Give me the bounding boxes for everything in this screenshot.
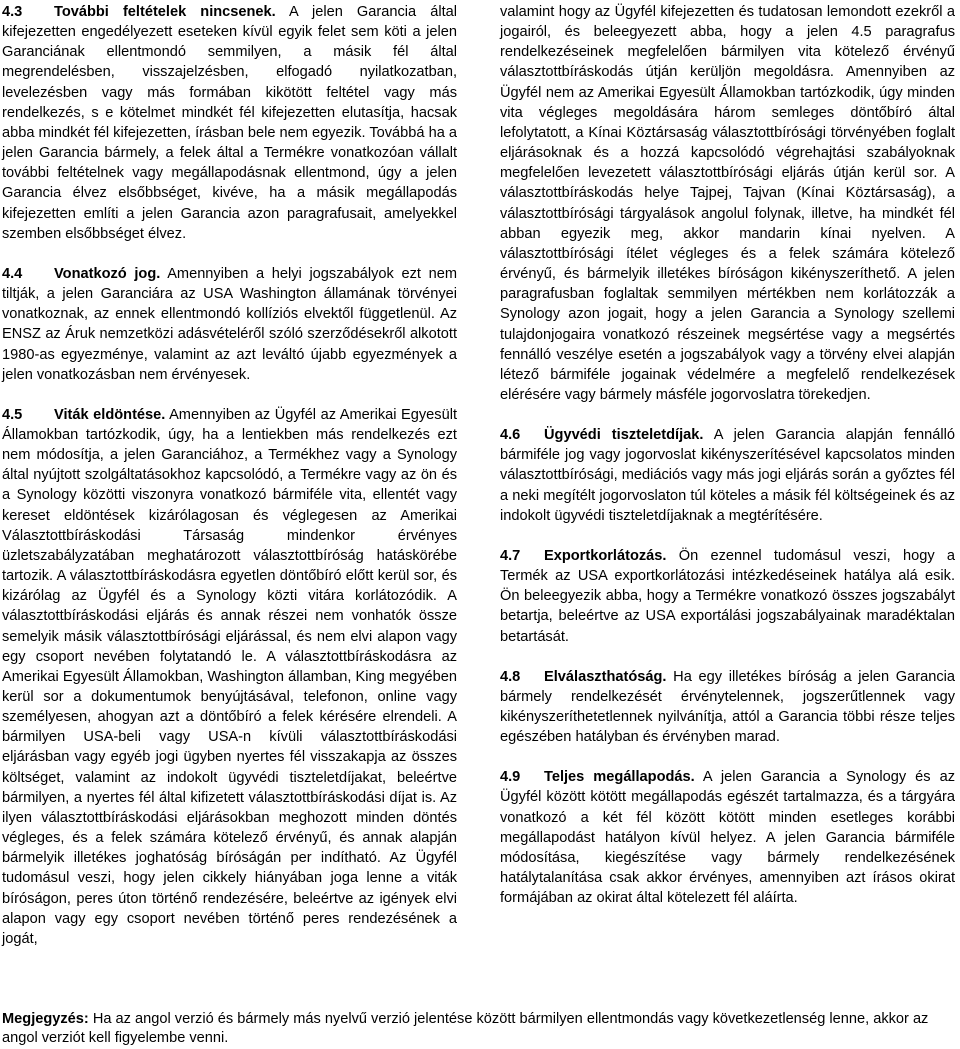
section-4-8 [500, 667, 955, 748]
section-title: Teljes megállapodás. [544, 769, 695, 786]
section-4-7 [500, 546, 955, 647]
section-4-3 [2, 2, 457, 244]
section-number: 4.8 [500, 668, 521, 685]
section-number: 4.7 [500, 547, 521, 564]
section-4-5-continuation [500, 2, 955, 405]
section-number: 4.9 [500, 769, 521, 786]
section-title: Viták eldöntése. [54, 406, 166, 423]
right-column [500, 2, 955, 908]
section-title: Exportkorlátozás. [544, 547, 667, 564]
footnote [2, 1010, 957, 1048]
section-4-5 [2, 405, 457, 949]
footnote-text: Ha az angol verzió és bármely más nyelvű verzió jelentése között bármilyen ellentmondás vagy következetlenség lenne, akkor az angol verziót kell figyelembe venni. [2, 1011, 929, 1046]
section-body: Ha egy illetékes bíróság a jelen Garancia bármely rendelkezését érvénytelennek, jogszerűtlennek vagy kikényszeríthetetlennek nyilvánítja, attól a Garancia többi része teljes egészében hatályban és érvényben marad. [500, 668, 955, 746]
section-number: 4.3 [2, 4, 23, 20]
section-4-4 [2, 264, 457, 385]
left-column [2, 2, 457, 949]
section-body: Amennyiben a helyi jogszabályok ezt nem tiltják, a jelen Garanciára az USA Washington államának törvényei vonatkoznak, az ennek ellentmondó kollíziós elvektől függetlenül. Az ENSZ az Áruk nemzetközi adásvételéről szóló szerződésekről alkotott 1980-as egyezménye, valamint az azt leváltó újabb egyezmények a jelen vonatkozásban nem érvényesek. [2, 265, 458, 383]
section-4-9 [500, 767, 955, 908]
section-number: 4.5 [2, 406, 23, 423]
section-4-6 [500, 425, 955, 526]
section-title: Vonatkozó jog. [54, 265, 161, 282]
section-title: Elválaszthatóság. [544, 668, 667, 685]
section-number: 4.4 [2, 265, 23, 282]
section-body: Ön ezennel tudomásul veszi, hogy a Termék az USA exportkorlátozási intézkedéseinek hatálya alá esik. Ön beleegyezik abba, hogy a Termékre vonatkozó összes jogszabályt betartja, beleértve az USA exportálási jogszabályainak maradéktalan betartását. [500, 547, 955, 645]
footnote-label: Megjegyzés: [2, 1011, 89, 1027]
section-body: Amennyiben az Ügyfél az Amerikai Egyesült Államokban tartózkodik, úgy, ha a lentiekben más rendelkezés ezt nem módosítja, a jelen Garanciához, a Termékhez vagy a Synology által nyújtott szolgáltatásokhoz kapcsolódó, a Termékre vagy az ön és a Synology közötti viszonyra vonatkozó bármiféle vita, ellentét vagy kereset eldöntések kizárólagosan és véglegesen az Amerikai Választottbíráskodási Társaság mindenkor érvényes üzletszabályzatában meghatározott választottbíróság hatáskörébe tartozik. A választottbíráskodásra egyetlen döntőbíró előtt kerül sor, és kizárólag az Ügyfél és a Synology közti vitára korlátozódik. A választottbíráskodási eljárás és annak részei nem vonhatók össze semelyik másik választottbírósági eljárással, és nem elvi alapon vagy egy csoport nevében folytatandó le. A választottbíráskodásra az Amerikai Egyesült Államokban, Washington államban, King megyében kerül sor a dokumentumok benyújtásával, telefonon, online vagy személyesen, ahogyan azt a döntőbíró a felek kérésére elrendeli. A bármilyen USA-beli vagy USA-n kívüli választottbíráskodási eljárásban vagy egyéb jogi ügyben nyertes fél visszakapja az összes költséget, valamint az indokolt ügyvédi tiszteletdíjakat, beleértve bármilyen, a nyertes fél által kifizetett választottbíráskodási díjat is. Az ilyen választottbíráskodási eljárásokban meghozott minden döntés végleges, és a felek számára kötelező érvényű, és annak alapján bármelyik illetékes joghatóság bíróságán per indítható. Az Ügyfél tudomásul veszi, hogy jelen cikkely hiányában joga lenne a viták bíróságon, peres úton történő rendezésére, beleértve az igények elvi alapon vagy egy csoport nevében történő peres rendezésének a jogát, [2, 406, 458, 947]
section-title: Ügyvédi tiszteletdíjak. [544, 427, 704, 444]
continuation-text: valamint hogy az Ügyfél kifejezetten és tudatosan lemondott ezekről a jogairól, és beleegyezett abba, hogy a jelen 4.5 paragrafus rendelkezéseinek megfelelően bármilyen vita kötelező érvényű választottbíráskodás útján kerüljön megoldásra. Amennyiben az Ügyfél nem az Amerikai Egyesült Államokban tartózkodik, úgy minden vita végleges megoldására három semleges döntőbíró által lefolytatott, a Kínai Köztársaság választottbírósági törvényében foglalt eljárásoknak és a hozzá kapcsolódó végrehajtási szabályoknak megfelelően levezetett választottbírósági eljárás útján kerül sor. A választottbíráskodás helye Tajpej, Tajvan (Kínai Köztársaság), a választottbírósági tárgyalások angolul folynak, illetve, ha mindkét fél abban egyezik meg, akkor mandarin kínai nyelven. A választottbírósági ítélet végleges és a felek számára kötelező érvényű, és bármelyik illetékes bíróságon kikényszeríthető. A jelen paragrafusban foglaltak semmilyen mértékben nem korlátozzák a Synology azon jogait, hogy a jelen Garancia a Synology szellemi tulajdonjogaira vonatkozó részeinek megsértése vagy a megsértés fennálló veszélye esetén a jogszabályok vagy a törvény elvei alapján létező bármiféle jogainak védelmére a megfelelő rendelkezések elérésére vagy bármely másféle jogorvoslatra törekedjen. [500, 4, 955, 403]
section-body: A jelen Garancia a Synology és az Ügyfél között kötött megállapodás egészét tartalmazza, és a tárgyára vonatkozó a két fél között kötött minden esetleges korábbi megállapodást hatályon kívül helyez. A jelen Garancia bármiféle módosítása, kiegészítése vagy bármely rendelkezésének hatálytalanítása csak akkor érvényes, amennyiben azt írásos okirat formájában az okirat által kötelezett fél aláírta. [500, 769, 955, 907]
section-number: 4.6 [500, 427, 521, 444]
section-body: A jelen Garancia által kifejezetten engedélyezett eseteken kívül egyik felet sem köti a jelen Garanciának ellentmondó semmilyen, a másik fél által megrendelésben, visszajelzésben, elfogadó nyilatkozatban, levelezésben vagy más formában kikötött feltétel vagy más rendelkezés, s e kötelmet mindkét fél kifejezetten elutasítja, hacsak abba mindkét fél kifejezetten, írásban bele nem egyezik. Továbbá ha a jelen Garancia bármely, a felek által a Termékre vonatkozóan vállalt további feltételnek vagy megállapodásnak ellentmond, úgy a jelen Garancia élvez elsőbbséget, kivéve, ha a másik megállapodás kifejezetten említi a jelen Garancia azon paragrafusait, amelyekkel szemben elsőbbséget élvez. [2, 4, 457, 242]
section-title: További feltételek nincsenek. [54, 4, 276, 20]
section-body: A jelen Garancia alapján fennálló bármiféle jog vagy jogorvoslat kikényszerítésével kapcsolatos minden választottbírósági, mediációs vagy más jogi eljárás során a győztes fél a neki megítélt jogorvoslaton túl köteles a másik fél költségeinek és az indokolt ügyvédi tiszteletdíjaknak a megtérítésére. [500, 427, 955, 524]
